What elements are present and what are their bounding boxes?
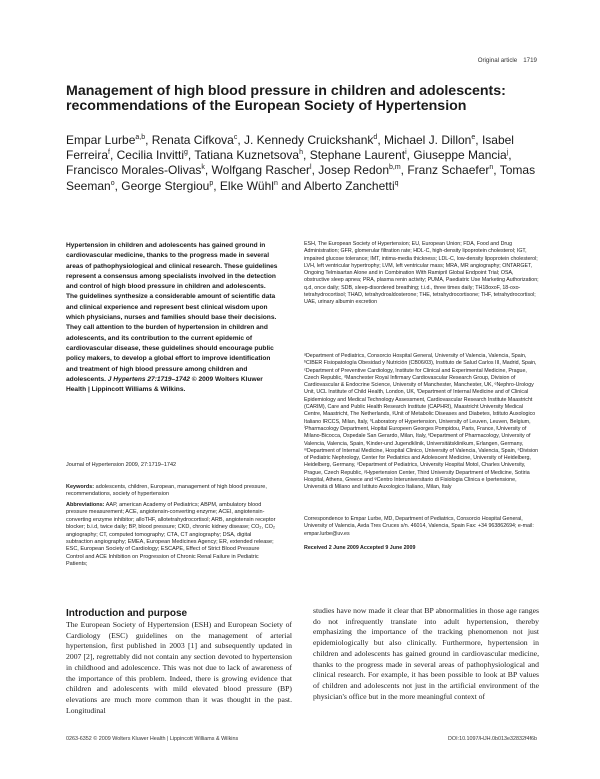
author-affiliation-mark: g	[184, 149, 188, 157]
author-name: Francisco Morales-Olivas	[66, 163, 202, 178]
author-name: Elke Wühl	[219, 178, 274, 193]
author-affiliation-mark: l	[310, 164, 312, 172]
correspondence: Correspondence to Empar Lurbe, MD, Department of Pediatrics, Consorcio Hospital General, University of Valencia, Avda Tres Cruces s/n. 46014, Valencia, Spain Fax: +34 963862694; e-mail: empar.lurbe@uv.es	[304, 516, 534, 537]
page-number: 1719	[523, 57, 537, 64]
author-name: Renata Cifkova	[151, 133, 234, 147]
keywords-text: adolescents, children, European, management of high blood pressure, recommendations, society of hypertension	[66, 484, 267, 498]
article-type: Original article	[477, 57, 518, 64]
author	[407, 163, 493, 177]
running-header	[478, 57, 537, 64]
author-name: Michael J. Dillon	[383, 133, 472, 147]
author	[194, 148, 303, 162]
abstract-copyright: © 2009 Wolters Kluwer Health | Lippincott Williams & Wilkins.	[66, 375, 263, 394]
abbreviations-label: Abbreviations:	[66, 502, 105, 508]
author-name: George Stergiou	[121, 178, 210, 193]
author	[244, 133, 377, 147]
author	[66, 133, 145, 147]
author-affiliation-mark: p	[209, 179, 214, 187]
author-name: Isabel Ferreira	[66, 133, 514, 163]
author-affiliation-mark: b,m	[389, 164, 401, 172]
author-name: Empar Lurbe	[66, 133, 136, 147]
author-name: Tatiana Kuznetsova	[194, 148, 300, 163]
abstract-text: Hypertension in children and adolescents has gained ground in cardiovascular medicine, thanks to the progress made in several areas of pathophysiological and clinical research. These guidelines represent a consensus among specialists involved in the detection and control of high blood pressure in children and adolescents. The guidelines synthesize a considerable amount of scientific data and clinical experience and represent best clinical wisdom upon which physicians, nurses and families should base their decisions. They call attention to the burden of hypertension in children and adolescents, and its contribution to the current epidemic of cardiovascular disease, these guidelines should encourage public policy makers, to develop a global effort to improve identification and treatment of high blood pressure among children and adolescents.	[66, 242, 278, 383]
abbreviations-text: AAP, american Academy of Pediatrics; ABPM, ambulatory blood pressure measurement; ACE, angiotensin-converting enzyme; ACEI, angiotensin-converting enzyme inhibitor; alloTHF, allotetrahydrocortisol; ARB, angiotensin receptor blocker; b.i.d, twice daily; BP, blood pressure; CKD, chronic kidney disease; CO₂, CO₂ angiography; CT, computed tomography; CTA, CT angiography; DSA, digital subtraction angiography; EMEA, European Medicines Agency; ER, extended release; ESC, European Society of Cardiology; ESCAPE, Effect of Strict Blood Pressure Control and ACE Inhibition on Progression of Chronic Renal Failure in Pediatric Patients;	[66, 502, 276, 568]
footer-doi: DOI:10.1097/HJH.0b013e32832f4f6b	[447, 736, 537, 742]
author-name: Cecilia Invitti	[116, 148, 184, 163]
author	[318, 163, 400, 177]
author	[310, 148, 407, 162]
abbreviations	[66, 502, 278, 569]
author-name: Stephane Laurent	[309, 148, 406, 163]
author-affiliation-mark: o	[110, 179, 115, 187]
author-name: Tomas Seeman	[66, 163, 536, 193]
author	[304, 179, 399, 193]
author	[117, 148, 188, 162]
author-name: Franz Schaefer	[407, 163, 490, 178]
author-affiliation-mark: d	[373, 134, 378, 141]
author	[152, 133, 238, 147]
author-affiliation-mark: j	[506, 149, 509, 157]
author	[212, 163, 312, 177]
author-affiliation-mark: a,b	[135, 134, 146, 141]
author-list: Empar Lurbe$^{a,b}$, Renata Cifkova$^c$, J. Kennedy Cruickshank$^d$, Michael J. Dillon$^e$, Isabel Ferreira$^f$, Cecilia Invitti$^g$, Tatiana Kuznetsova$^h$, Stephane Laurent$^i$, Giuseppe Mancia$^j$, Francisco Morales-Olivas$^k$, Wolfgang Rascher$^l$, Josep Redon$^{b,m}$, Franz Schaefer$^n$, Tomas Seeman$^o$, George Stergiou$^p$, Elke Wühl$^n$ and Alberto Zanchetti$^q$	[66, 133, 536, 193]
author-affiliation-mark: h	[299, 149, 304, 157]
author-affiliation-mark: n	[489, 164, 494, 172]
affiliations: ᵃDepartment of Pediatrics, Consorcio Hospital General, University of Valencia, Valencia, Spain, ᵇCIBER Fisiopatología Obesidad y Nutrición (CB06/03), Instituto de Salud Carlos III, Madrid, Spain, ᶜDepartment of Preventive Cardiology, Institute for Clinical and Experimental Medicine, Prague, Czech Republic, ᵈManchester Royal Infirmary Cardiovascular Research Group, Division of Cardiovascular & Endocrine Science, University of Manchester, Manchester, UK, ᵉNephro-Urology Unit, UCL Institute of Child Health, London, UK, ᶠDepartment of Internal Medicine and of Clinical Epidemiology and Medical Technology Assessment, Cardiovascular Research Institute Maastricht (CARIM), Care and Public Health Research Institute (CAPHRI), Maastricht University Medical Centre, Maastricht, The Netherlands, ᵍUnit of Metabolic Diseases and Diabetes, Istituto Auxologico Italiano IRCCS, Milan, Italy, ʰLaboratory of Hypertension, University of Leuven, Leuven, Belgium, ⁱPharmacology Department, Hopital Europeen Georges Pompidou, Paris, France, ʲUniversity of Milano-Bicocca, Ospedale San Gerardo, Milan, Italy, ᵏDepartment of Pharmacology, University of Valencia, Valencia, Spain, ˡKinder-und Jugendklinik, Universitätsklinikum, Erlangen, Germany, ᵐDepartment of Internal Medicine, Hospital Clinico, University of Valencia, Valencia, Spain, ⁿDivision of Pediatric Nephrology, Center for Pediatrics and Adolescent Medicine, University of Heidelberg, Heidelberg, Germany, ᵒDepartment of Pediatrics, University Hospital Motol, Charles University, Prague, Czech Republic, ᵖHypertension Center, Third University Department of Medicine, Sotiria Hospital, Athens, Greece and ᵠCentro Interuniversitario di Fisiologia Clinica e Ipertensione, Università di Milano and Istituto Auxologico Italiano, Milan, Italy	[304, 353, 539, 491]
keywords	[66, 484, 278, 499]
author	[220, 179, 278, 193]
author-name: J. Kennedy Cruickshank	[244, 133, 374, 147]
abstract	[66, 241, 278, 395]
abstract-citation: J Hypertens 27:1719–1742	[107, 375, 190, 383]
journal-reference: Journal of Hypertension 2009, 27:1719–1742	[66, 462, 177, 468]
body-text-left: The European Society of Hypertension (ESH) and European Society of Cardiology (ESC) guidelines on the management of arterial hypertension, first published in 2003 [1] and subsequently updated in 2007 [2], regrettably did not contain any section devoted to hypertension in childhood and adolescence. This was not due to lack of awareness of the importance of this problem. Indeed, there is growing evidence that children and adolescents with mild elevated blood pressure (BP) elevations are much more common than it was thought in the past. Longitudinal	[66, 620, 292, 715]
author	[121, 179, 213, 193]
author	[66, 163, 205, 177]
author	[413, 148, 508, 162]
body-text-right: studies have now made it clear that BP abnormalities in those age ranges do not infrequently translate into adult hypertension, thereby emphasizing the importance of the tracking phenomenon not just epidemiologically but also clinically. Furthermore, hypertension in children and adolescents has gained ground in cardiovascular medicine, thanks to the progress made in several areas of pathophysiological and clinical research. For example, it has been possible to look at BP values of children and adolescents not just in the artificial environment of the physician's office but in the more meaningful context of	[313, 606, 539, 701]
author-affiliation-mark: i	[405, 149, 407, 157]
author-name: Josep Redon	[318, 163, 389, 178]
author-affiliation-mark: k	[201, 164, 205, 172]
author-name: Wolfgang Rascher	[211, 163, 311, 178]
keywords-label: Keywords:	[66, 484, 95, 490]
section-title: Introduction and purpose	[66, 608, 188, 619]
abbreviations-continued: ESH, The European Society of Hypertension; EU, European Union; FDA, Food and Drug Administration; GFR, glomerular filtration rate; HDL-C, high-density lipoprotein cholesterol; IGT, impaired glucose tolerance; IMT, intima-media thickness; LDL-C, low-density lipoprotein cholesterol; LVH, left ventricular hypertrophy; LVM, left ventricular mass; MRA, MR angiography; ONTARGET, Ongoing Telmisartan Alone and in Combination With Ramipril Global Endpoint Trial; OSA, obstructive sleep apnea; PRA, plasma renin activity; PUMA, Paediatric Use Marketing Authorization; q.d, once daily; SDB, sleep-disordered breathing; t.i.d., three times daily; TH18oxoF, 18-oxo-tetrahydrocortisol; THAD, tetrahydroaldosterone; THE, tetrahydrocortisone; THF, tetrahydrocortisol; UAE, urinary albumin excretion	[304, 241, 539, 306]
article-title: Management of high blood pressure in children and adolescents: recommendations of the European Society of Hypertension	[66, 83, 506, 115]
author	[384, 133, 475, 147]
received-dates: Received 2 June 2009 Accepted 9 June 2009	[304, 545, 416, 551]
author-name: Giuseppe Mancia	[413, 148, 507, 163]
author-affiliation-mark: c	[233, 134, 238, 141]
author-affiliation-mark: n	[273, 179, 278, 187]
footer-issn: 0263-6352 © 2009 Wolters Kluwer Health | Lippincott Williams & Wilkins	[66, 736, 239, 742]
author-affiliation-mark: q	[394, 179, 399, 187]
author-affiliation-mark: e	[471, 134, 476, 141]
author-affiliation-mark: f	[108, 149, 110, 157]
author-name: Alberto Zanchetti	[303, 178, 395, 193]
